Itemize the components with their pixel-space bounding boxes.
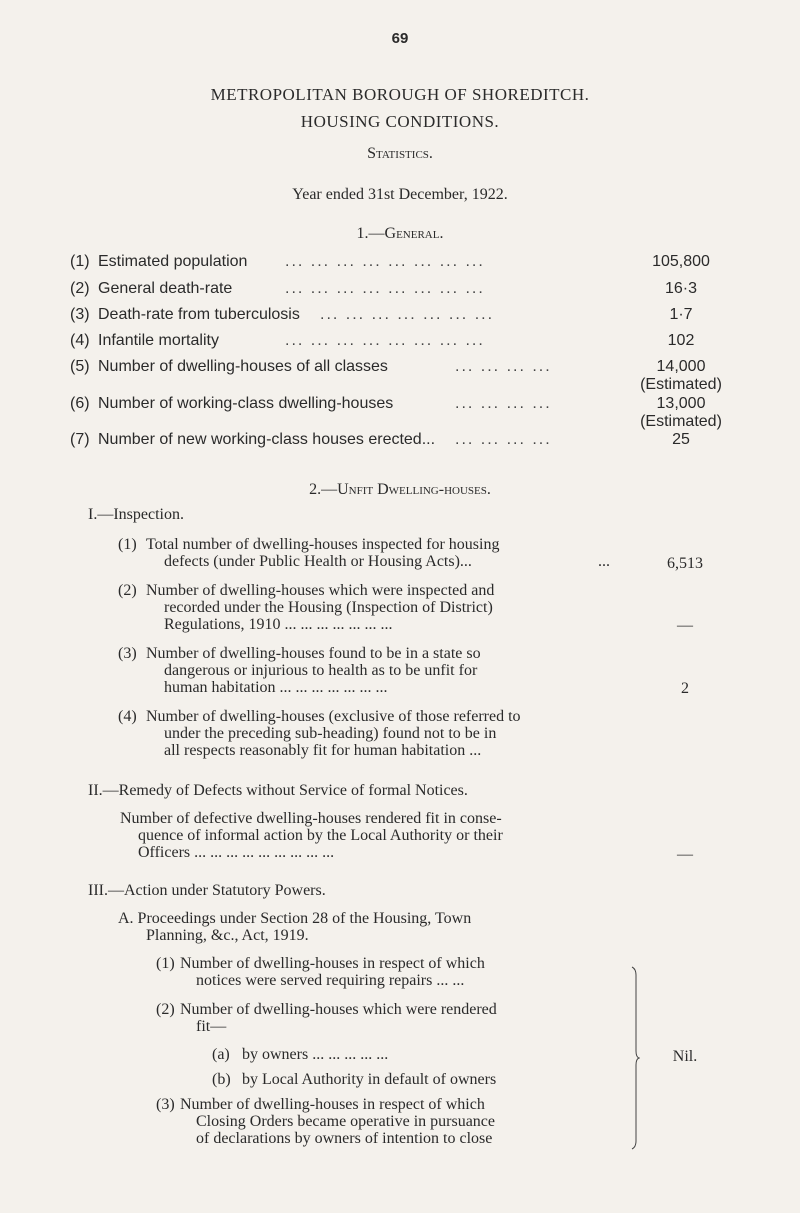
- action-heading: III.—Action under Statutory Powers.: [88, 882, 326, 899]
- general-row: (4) Infantile mortality ... ... ... ... ... ... ... ... 102: [0, 332, 800, 356]
- inspection-heading: I.—Inspection.: [88, 506, 184, 523]
- action-item-text: fit—: [196, 1018, 227, 1035]
- row-value: 102: [667, 332, 695, 349]
- inspection-item-text: human habitation ... ... ... ... ... ... ...: [164, 679, 388, 696]
- remedy-heading: II.—Remedy of Defects without Service of formal Notices.: [88, 782, 468, 799]
- action-item-text: Number of dwelling-houses in respect of which: [180, 1096, 485, 1113]
- action-subitem-letter: (a): [212, 1046, 230, 1063]
- row-label: Number of new working-class houses erected...: [98, 431, 436, 448]
- document-subtitle: HOUSING CONDITIONS.: [300, 112, 500, 131]
- inspection-item-text: Number of dwelling-houses (exclusive of those referred to: [146, 708, 521, 725]
- year-line: Year ended 31st December, 1922.: [292, 186, 508, 203]
- general-row: (5) Number of dwelling-houses of all classes ... ... ... ... 14,000: [0, 358, 800, 382]
- inspection-item-text: defects (under Public Health or Housing Acts)...: [164, 553, 472, 570]
- inspection-item-text: recorded under the Housing (Inspection of District): [164, 599, 493, 616]
- statistics-heading: Statistics.: [367, 145, 433, 162]
- action-subitem-text: by Local Authority in default of owners: [242, 1071, 497, 1088]
- row-value: 25: [672, 431, 690, 448]
- inspection-item-number: (3): [118, 645, 137, 662]
- action-item-number: (1): [156, 955, 175, 972]
- row-value: 13,000: [656, 395, 706, 412]
- right-brace: [630, 965, 640, 1151]
- remedy-text: Officers ... ... ... ... ... ... ... ... ...: [138, 844, 335, 861]
- inspection-item-text: Regulations, 1910 ... ... ... ... ... ... ...: [164, 616, 393, 633]
- action-subitem-text: by owners ... ... ... ... ...: [242, 1046, 389, 1063]
- row-value: 16·3: [664, 280, 698, 297]
- remedy-value: —: [677, 846, 693, 863]
- row-label: Number of working-class dwelling-houses: [98, 395, 394, 412]
- remedy-text: quence of informal action by the Local Authority or their: [138, 827, 503, 844]
- inspection-item-value: —: [677, 617, 693, 634]
- row-note: (Estimated): [640, 376, 722, 393]
- inspection-item-dots: ...: [598, 553, 610, 570]
- inspection-item-text: Total number of dwelling-houses inspected for housing: [146, 536, 500, 553]
- page-number: 69: [391, 30, 409, 47]
- general-row: (6) Number of working-class dwelling-houses ... ... ... ... 13,000: [0, 395, 800, 419]
- row-value: 14,000: [656, 358, 706, 375]
- row-label: Estimated population: [98, 253, 248, 270]
- inspection-item-text: Number of dwelling-houses which were inspected and: [146, 582, 495, 599]
- inspection-item-number: (4): [118, 708, 137, 725]
- row-value: 105,800: [652, 253, 710, 270]
- inspection-item-text: all respects reasonably fit for human habitation ...: [164, 742, 482, 759]
- remedy-text: Number of defective dwelling-houses rendered fit in conse-: [120, 810, 502, 827]
- row-label: Number of dwelling-houses of all classes: [98, 358, 388, 375]
- action-item-text: Number of dwelling-houses which were rendered: [180, 1001, 497, 1018]
- action-item-text: notices were served requiring repairs ... ...: [196, 972, 465, 989]
- action-item-number: (2): [156, 1001, 175, 1018]
- action-a-text: A. Proceedings under Section 28 of the Housing, Town: [118, 910, 472, 927]
- row-note: (Estimated): [640, 413, 722, 430]
- action-item-number: (3): [156, 1096, 175, 1113]
- action-value: Nil.: [672, 1048, 698, 1065]
- inspection-item-text: Number of dwelling-houses found to be in a state so: [146, 645, 481, 662]
- inspection-item-text: dangerous or injurious to health as to be unfit for: [164, 662, 478, 679]
- inspection-item-number: (1): [118, 536, 137, 553]
- inspection-item-number: (2): [118, 582, 137, 599]
- row-label: Death-rate from tuberculosis: [98, 306, 300, 323]
- action-item-text: of declarations by owners of intention to close: [196, 1130, 493, 1147]
- row-label: Infantile mortality: [98, 332, 219, 349]
- row-label: General death-rate: [98, 280, 233, 297]
- general-row: (7) Number of new working-class houses erected... ... ... ... ... 25: [0, 431, 800, 455]
- row-value: 1·7: [669, 306, 693, 323]
- action-item-text: Number of dwelling-houses in respect of which: [180, 955, 485, 972]
- unfit-heading: 2.—Unfit Dwelling-houses.: [309, 481, 491, 498]
- general-row: (2) General death-rate ... ... ... ... ... ... ... ... 16·3: [0, 280, 800, 304]
- general-row: (3) Death-rate from tuberculosis ... ... ... ... ... ... ... 1·7: [0, 306, 800, 330]
- general-heading: 1.—General.: [356, 225, 444, 242]
- inspection-item-text: under the preceding sub-heading) found not to be in: [164, 725, 497, 742]
- inspection-item-value: 6,513: [667, 555, 703, 572]
- action-subitem-letter: (b): [212, 1071, 231, 1088]
- action-a-text: Planning, &c., Act, 1919.: [146, 927, 309, 944]
- action-item-text: Closing Orders became operative in pursuance: [196, 1113, 496, 1130]
- document-title: METROPOLITAN BOROUGH OF SHOREDITCH.: [210, 85, 590, 104]
- general-row: (1) Estimated population ... ... ... ... ... ... ... ... 105,800: [0, 253, 800, 277]
- inspection-item-value: 2: [681, 680, 689, 697]
